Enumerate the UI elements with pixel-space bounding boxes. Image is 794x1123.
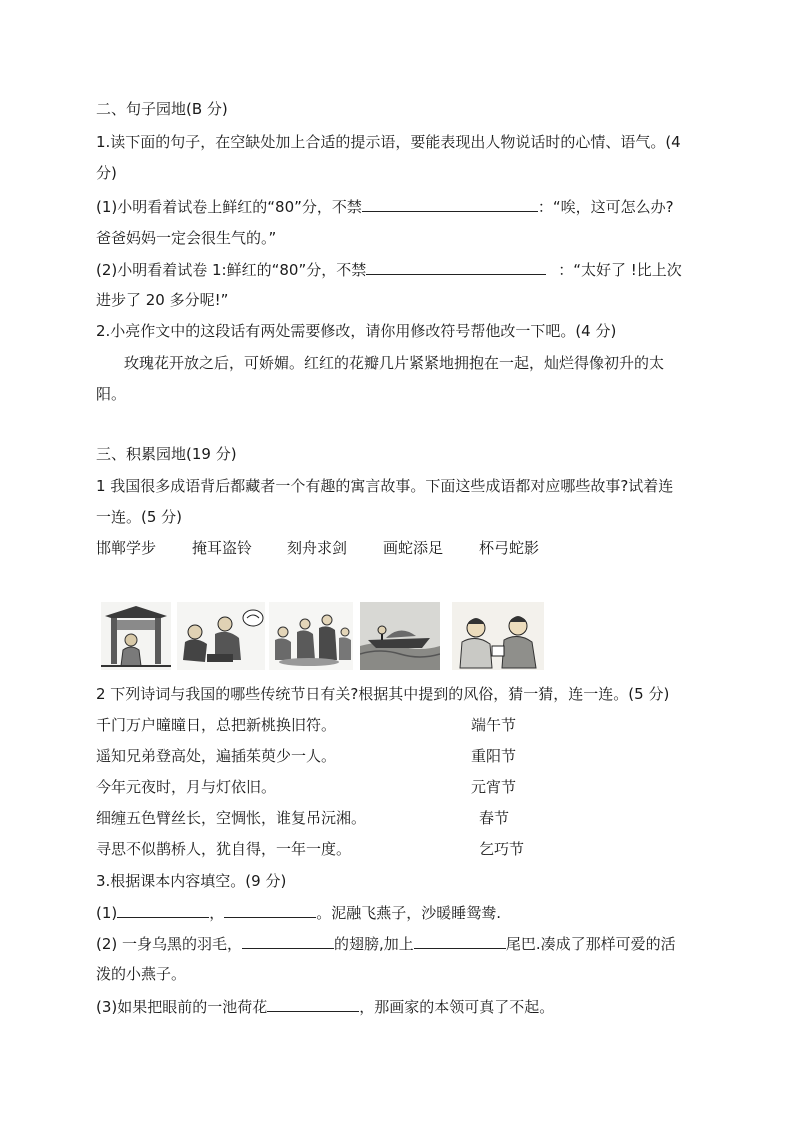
s2-q1-sentence2 — [96, 259, 682, 280]
festival-item[interactable]: 元宵节 — [471, 778, 517, 796]
item2-end: 尾巴.凑成了那样可爱的活 — [505, 935, 676, 953]
idiom-item[interactable]: 杯弓蛇影 — [479, 539, 540, 557]
sentence2-end: ：“太好了 !比上次 — [558, 261, 682, 279]
s3-q1-line2: 一连。(5 分) — [96, 508, 183, 526]
s3-q3-item2 — [96, 933, 676, 954]
poem-line[interactable]: 千门万户曈曈日，总把新桃换旧符。 — [96, 716, 337, 734]
punct: ， — [209, 904, 225, 922]
s2-q2-paragraph: 玫瑰花开放之后，可娇媚。红红的花瓣几片紧紧地拥抱在一起，灿烂得像初升的太 — [124, 354, 665, 372]
answer-blank[interactable] — [362, 196, 538, 212]
sentence1-start: (1)小明看着试卷上鲜红的“80”分，不禁 — [96, 198, 362, 216]
bow-reflection-illustration[interactable] — [452, 602, 544, 670]
item1-text: 。泥融飞燕子，沙暖睡鸳鸯. — [316, 904, 502, 922]
item2-start: (2) 一身乌黑的羽毛， — [96, 935, 243, 953]
s2-q2-line1: 2.小亮作文中的这段话有两处需要修改，请你用修改符号帮他改一下吧。(4 分) — [96, 322, 617, 340]
festival-item[interactable]: 春节 — [479, 809, 510, 827]
sentence1-end: ：“唉，这可怎么办? — [537, 198, 674, 216]
snake-drawing-illustration[interactable] — [177, 602, 265, 670]
group-feast-illustration[interactable] — [269, 602, 353, 670]
s3-q2-line1: 2 下列诗词与我国的哪些传统节日有关?根据其中提到的风俗，猜一猜，连一连。(5 分) — [96, 685, 670, 703]
s2-q1-sentence2-cont: 进步了 20 多分呢!” — [96, 291, 229, 309]
item3-end: ，那画家的本领可真了不起。 — [359, 998, 555, 1016]
idiom-item[interactable]: 掩耳盗铃 — [192, 539, 253, 557]
festival-item[interactable]: 重阳节 — [471, 747, 517, 765]
poem-line[interactable]: 寻思不似鹊桥人，犹自得，一年一度。 — [96, 840, 352, 858]
s3-q1-line1: 1 我国很多成语背后都藏者一个有趣的寓言故事。下面这些成语都对应哪些故事?试着连 — [96, 477, 674, 495]
sentence2-start: (2)小明看着试卷 1:鲜红的“80”分，不禁 — [96, 261, 367, 279]
answer-blank[interactable] — [224, 902, 316, 918]
section3-title: 三、积累园地(19 分) — [96, 445, 237, 463]
answer-blank[interactable] — [366, 259, 546, 275]
poem-line[interactable]: 细缠五色臂丝长，空惆怅，谁复吊沅湘。 — [96, 809, 367, 827]
idiom-item[interactable]: 画蛇添足 — [383, 539, 444, 557]
section2-title: 二、句子园地(B 分) — [96, 100, 228, 118]
s3-q3-item3 — [96, 996, 554, 1017]
boat-sword-illustration[interactable] — [360, 602, 440, 670]
item-number: (1) — [96, 904, 118, 922]
festival-item[interactable]: 乞巧节 — [479, 840, 525, 858]
item3-start: (3)如果把眼前的一池荷花 — [96, 998, 268, 1016]
s2-q1-line1: 1.读下面的句子，在空缺处加上合适的提示语，要能表现出人物说话时的心情、语气。(4 — [96, 133, 681, 151]
s2-q2-paragraph-cont: 阳。 — [96, 385, 127, 403]
s2-q1-sentence1-cont: 爸爸妈妈一定会很生气的。” — [96, 229, 277, 247]
s3-q3-item1 — [96, 902, 501, 923]
s3-q3-line1: 3.根据课本内容填空。(9 分) — [96, 872, 287, 890]
s3-q3-item2-cont: 泼的小燕子。 — [96, 965, 187, 983]
answer-blank[interactable] — [242, 933, 334, 949]
poem-line[interactable]: 今年元夜时，月与灯依旧。 — [96, 778, 277, 796]
s2-q1-line2: 分) — [96, 164, 117, 182]
gate-figure-illustration[interactable] — [101, 602, 171, 670]
answer-blank[interactable] — [414, 933, 506, 949]
idiom-item[interactable]: 刻舟求剑 — [287, 539, 348, 557]
s2-q1-sentence1 — [96, 196, 674, 217]
item2-mid: 的翅膀,加上 — [334, 935, 414, 953]
answer-blank[interactable] — [267, 996, 359, 1012]
festival-item[interactable]: 端午节 — [471, 716, 517, 734]
poem-line[interactable]: 遥知兄弟登高处，遍插茱萸少一人。 — [96, 747, 337, 765]
idiom-item[interactable]: 邯郸学步 — [96, 539, 157, 557]
answer-blank[interactable] — [117, 902, 209, 918]
